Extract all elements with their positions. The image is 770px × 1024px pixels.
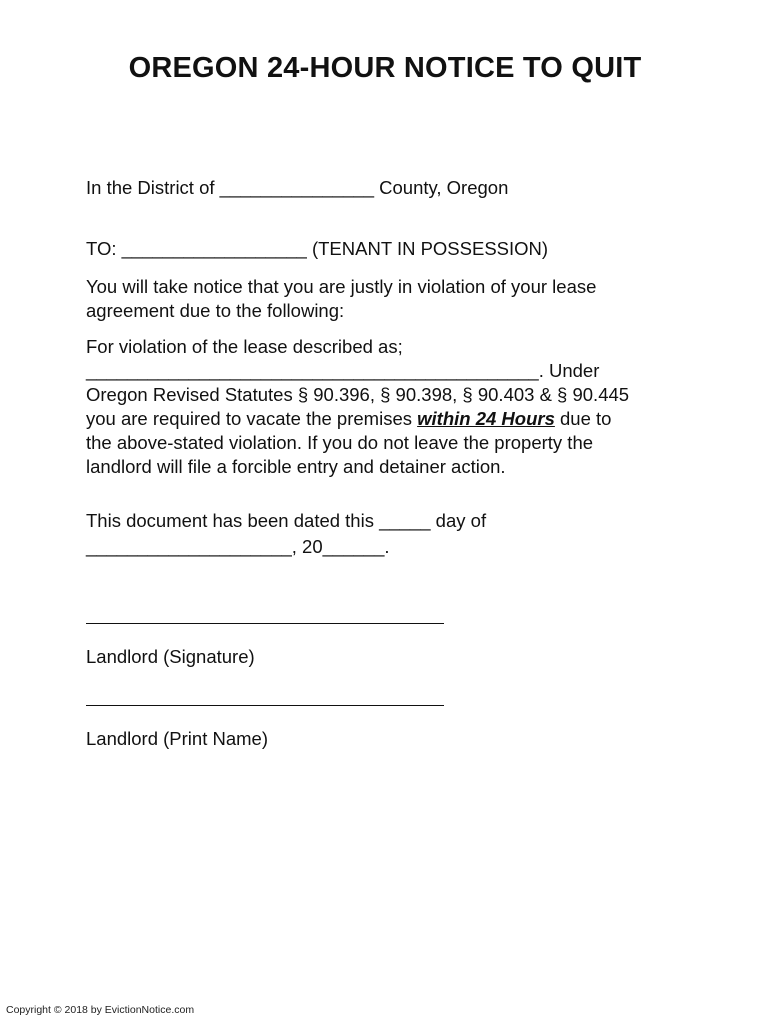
violation-line-2: ____________________________________________. Under — [86, 360, 600, 381]
violation-line-3: Oregon Revised Statutes § 90.396, § 90.398, § 90.403 & § 90.445 — [86, 384, 630, 405]
document-title: OREGON 24-HOUR NOTICE TO QUIT — [128, 52, 642, 84]
violation-line-6: landlord will file a forcible entry and detainer action. — [86, 456, 506, 477]
violation-line-4 — [86, 407, 611, 431]
violation-line-1: For violation of the lease described as; — [86, 336, 403, 357]
dated-line-2: ____________________, 20______. — [86, 536, 390, 557]
district-line: In the District of _______________ County, Oregon — [86, 177, 509, 198]
signature-line — [86, 623, 444, 624]
signature-label: Landlord (Signature) — [86, 646, 255, 667]
print-name-label: Landlord (Print Name) — [86, 728, 268, 749]
to-line: TO: __________________ (TENANT IN POSSESSION) — [86, 238, 549, 259]
notice-line-1: You will take notice that you are justly in violation of your lease — [86, 276, 597, 297]
dated-line-1: This document has been dated this _____ day of — [86, 510, 487, 531]
violation-line-5: the above-stated violation. If you do not leave the property the — [86, 432, 594, 453]
copyright-footer: Copyright © 2018 by EvictionNotice.com — [6, 1004, 195, 1016]
violation-line-4-pre: you are required to vacate the premises — [86, 408, 418, 429]
notice-line-2: agreement due to the following: — [86, 300, 345, 321]
violation-line-4-post: due to — [554, 408, 612, 429]
print-name-line — [86, 705, 444, 706]
within-24-hours-emphasis: within 24 Hours — [417, 408, 555, 429]
